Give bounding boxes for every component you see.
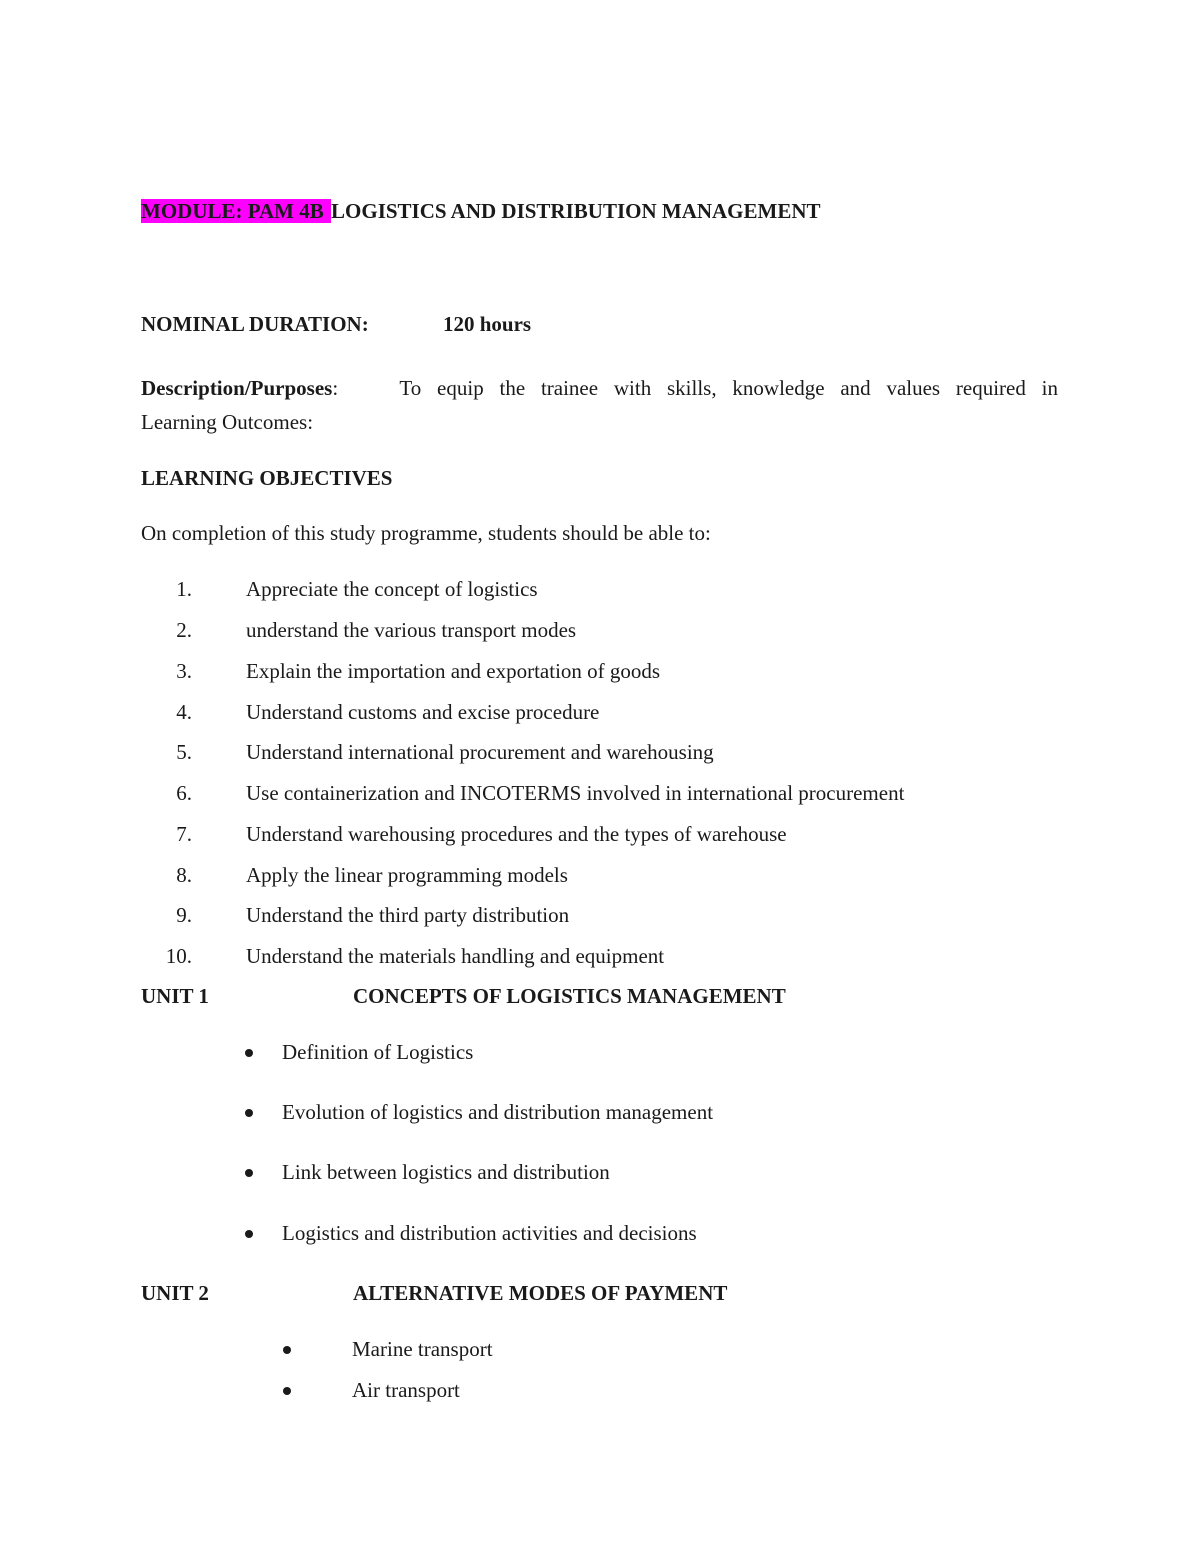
list-item-text: Definition of Logistics [282,1040,474,1064]
bullet-icon [245,1049,253,1057]
list-item-text: Evolution of logistics and distribution management [282,1100,714,1124]
list-item-text: Understand the third party distribution [246,903,570,927]
bullet-icon [283,1346,291,1354]
list-item-number: 8. [176,863,192,887]
list-item [0,618,1200,659]
unit-1-label: UNIT 1 [141,984,209,1008]
unit-2-title: ALTERNATIVE MODES OF PAYMENT [353,1281,728,1305]
list-item-number: 3. [176,659,192,683]
list-item-number: 7. [176,822,192,846]
list-item-text: Understand international procurement and warehousing [246,740,714,764]
module-heading [141,199,821,224]
list-item-number: 1. [176,577,192,601]
list-item-text: Understand customs and excise procedure [246,700,600,724]
description-text: To equip the trainee with skills, knowledge and values required in [399,376,1058,400]
list-item-text: Explain the importation and exportation of goods [246,659,661,683]
module-code-highlight: MODULE: PAM 4B [141,199,330,223]
list-item-text: Use containerization and INCOTERMS involved in international procurement [246,781,905,805]
module-title: LOGISTICS AND DISTRIBUTION MANAGEMENT [331,199,821,223]
unit-2-label: UNIT 2 [141,1281,209,1305]
unit-1-title: CONCEPTS OF LOGISTICS MANAGEMENT [353,984,786,1008]
list-item-text: Air transport [352,1378,460,1402]
list-item [0,863,1200,904]
list-item [0,700,1200,741]
list-item-number: 9. [176,903,192,927]
list-item-number: 10. [165,944,192,968]
duration-label: NOMINAL DURATION: [141,312,369,336]
description-colon: : [332,376,339,400]
list-item [0,903,1200,944]
description-line-2: Learning Outcomes: [141,410,314,434]
list-item [0,577,1200,618]
bullet-icon [283,1387,291,1395]
bullet-icon [245,1230,253,1238]
description-label: Description/Purposes [141,376,333,400]
list-item-text: Link between logistics and distribution [282,1160,610,1184]
list-item-number: 5. [176,740,192,764]
list-item-text: Marine transport [352,1337,493,1361]
duration-value: 120 hours [443,312,532,336]
list-item [0,740,1200,781]
list-item-text: Understand the materials handling and equipment [246,944,665,968]
description-paragraph [141,368,1058,409]
list-item-text: Appreciate the concept of logistics [246,577,538,601]
list-item-number: 6. [176,781,192,805]
list-item-number: 4. [176,700,192,724]
list-item-text: Apply the linear programming models [246,863,568,887]
learning-objectives-intro: On completion of this study programme, students should be able to: [141,521,711,545]
list-item-text: understand the various transport modes [246,618,577,642]
list-item-text: Logistics and distribution activities and decisions [282,1221,697,1245]
list-item [0,944,1200,985]
list-item-text: Understand warehousing procedures and the types of warehouse [246,822,787,846]
list-item [0,822,1200,863]
learning-objectives-heading: LEARNING OBJECTIVES [141,466,393,490]
list-item [0,781,1200,822]
list-item [0,659,1200,700]
bullet-icon [245,1109,253,1117]
bullet-icon [245,1169,253,1177]
list-item-number: 2. [176,618,192,642]
